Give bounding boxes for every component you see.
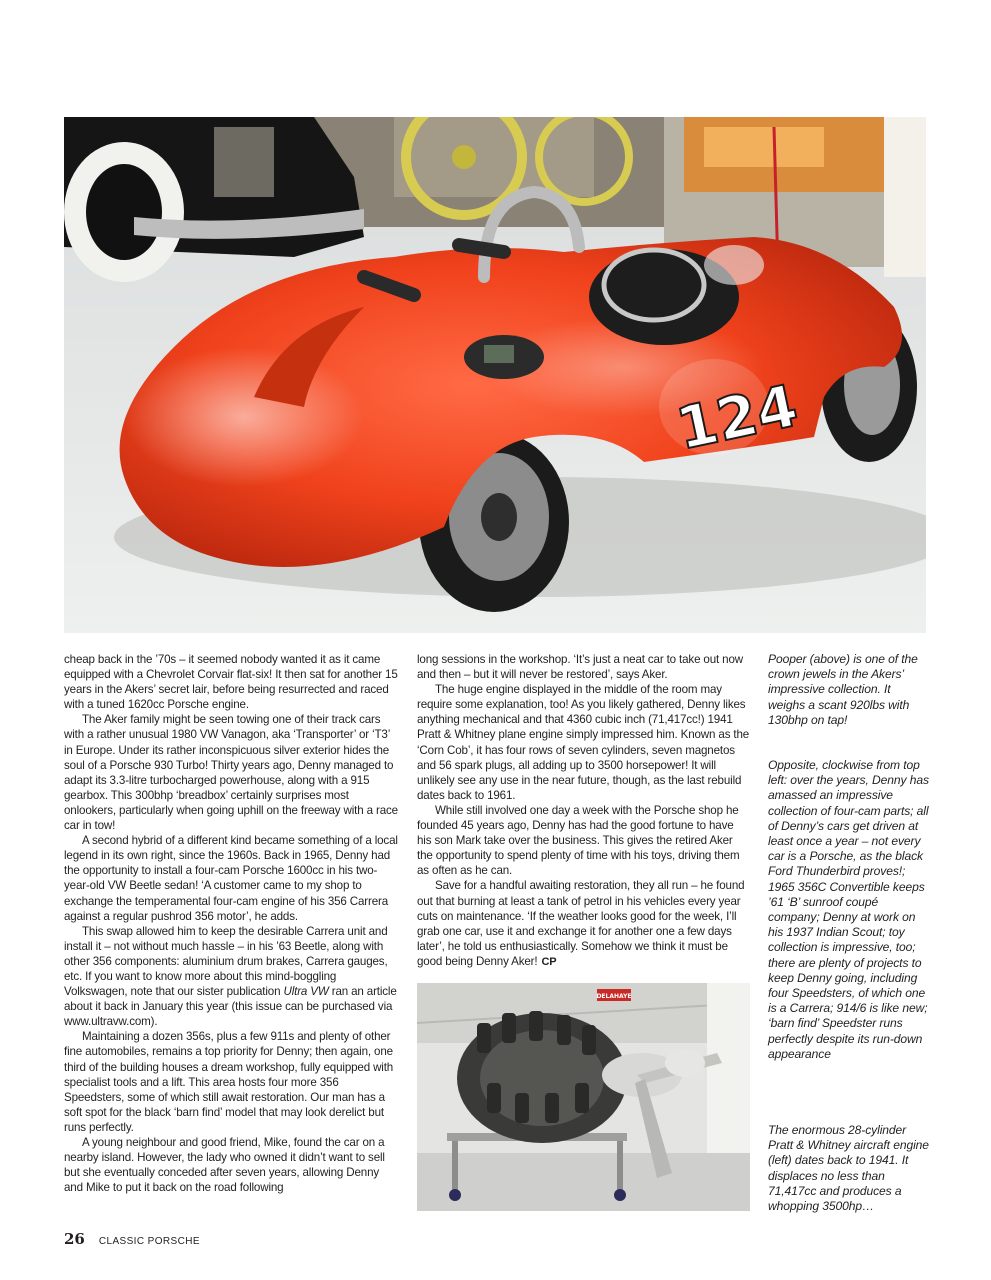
magazine-name: CLASSIC PORSCHE — [98, 1236, 200, 1247]
paragraph: The huge engine displayed in the middle of the room may require some explanation, too! As you likely gathered, Denny likes anything mechanical and that 4360 cubic inch (71,417cc!) 1941 Pratt & Whitney plane engine simply impressed him. Known as the ‘Corn Cob’, it has four rows of seven cylinders, seven magnetos and 56 spark plugs, all adding up to 3500 horsepower! It will unlikely see any use in the near future, though, as the last rebuild dates back to 1961. — [417, 683, 750, 802]
delahaye-sign: DELAHAYE — [596, 993, 632, 1000]
article-column-2 — [417, 652, 750, 970]
paragraph: A second hybrid of a different kind became something of a local legend in its own right, since the 1960s. Back in 1965, Denny had the opportunity to install a four-cam Porsche 1600cc in his two-year-old VW Beetle sedan! ‘A customer came to my shop to exchange the temperamental four-cam engine of his 356 Carrera against a regular pushrod 356 motor’, he adds. — [64, 834, 398, 923]
page-number: 26 — [64, 1230, 85, 1248]
paragraph: The Aker family might be seen towing one of their track cars with a rather unusual 1980 VW Vanagon, aka ‘Transporter’ or ‘T3’ in Europe. Under its rather inconspicuous silver exterior hides the soul of a Porsche 930 Turbo! Thirty years ago, Denny managed to adapt its 3.3-litre turbocharged powerhouse, along with a 915 gearbox. This 300bhp ‘breadbox’ certainly surprises most onlookers, particularly when going uphill on the freeway with a race car in tow! — [64, 713, 398, 833]
caption-pooper: Pooper (above) is one of the crown jewels in the Akers’ impressive collection. It weighs a scant 920lbs with 130bhp on tap! — [768, 652, 918, 727]
race-number: 124 — [670, 371, 804, 464]
paragraph: long sessions in the workshop. ‘It’s just a neat car to take out now and then – but it will never be restored’, says Aker. — [417, 653, 743, 682]
caption-engine: The enormous 28-cylinder Pratt & Whitney aircraft engine (left) dates back to 1941. It displaces no less than 71,417cc and produces a whopping 3500hp… — [768, 1123, 929, 1214]
paragraph: A young neighbour and good friend, Mike, found the car on a nearby island. However, the lady who owned it didn’t want to sell but she eventually conceded after seven years, allowing Denny and Mike to put it back on the road following — [64, 1136, 385, 1195]
paragraph-text: Save for a handful awaiting restoration, they all run – he found out that burning at least a tank of petrol in his vehicles every year cuts on maintenance. ‘If the weather looks good for the week, I’ll grab one car, use it and exchange it for another one a few days later’, he told us enthusiastically. Somehow we think it must be good being Denny Aker! — [417, 879, 745, 968]
engine-photo — [417, 983, 750, 1211]
article-column-1 — [64, 652, 398, 1195]
caption-opposite: Opposite, clockwise from top left: over the years, Denny has amassed an impressive collection of four-cam parts; all of Denny’s cars get driven at least once a year – not every car is a Porsche, as the black Ford Thunderbird proves!; 1965 356C Convertible keeps ’61 ‘B’ sunroof coupé company; Denny at work on his 1937 Indian Scout; toy collection is impressive, too; there are plenty of projects to keep Denny going, including four Speedsters, of which one is a Carrera; 914/6 is like new; ‘barn find’ Speedster runs perfectly despite its run-down appearance — [768, 758, 929, 1061]
paragraph-text: ran an article about it back in January this year (this issue can be purchased via www.ultravw.com). — [64, 985, 397, 1029]
paragraph: Maintaining a dozen 356s, plus a few 911s and plenty of other fine automobiles, remains a top priority for Denny; then again, one third of the building houses a dream workshop, fully equipped with specialist tools and a lift. This area hosts four more 356 Speedsters, some of which still await restoration. Our man has a soft spot for the black ‘barn find’ model that may look derelict but runs perfectly. — [64, 1030, 394, 1134]
hero-photo-race-car — [64, 117, 926, 633]
publication-title: Ultra VW — [283, 985, 329, 999]
paragraph-text: This swap allowed him to keep the desirable Carrera unit and install it – not without much hassle – in his ’63 Beetle, along with other 356 components: aluminium drum brakes, Carrera gauges, etc. If you want to know more about this mind-boggling Volkswagen, note that our sister publication — [64, 924, 388, 999]
paragraph: While still involved one day a week with the Porsche shop he founded 45 years ago, Denny has had the good fortune to have his son Mark take over the business. This gives the retired Aker the opportunity to spend plenty of time with his toys, driving them as often as he can. — [417, 803, 740, 878]
paragraph — [64, 924, 398, 1030]
paragraph — [417, 878, 750, 970]
page-footer — [64, 1230, 200, 1248]
end-mark: CP — [541, 955, 557, 968]
paragraph: cheap back in the ’70s – it seemed nobody wanted it as it came equipped with a Chevrolet Corvair flat-six! It then sat for another 15 years in the Akers’ secret lair, before being resurrected and raced with a tuned 1620cc Porsche engine. — [64, 653, 398, 712]
